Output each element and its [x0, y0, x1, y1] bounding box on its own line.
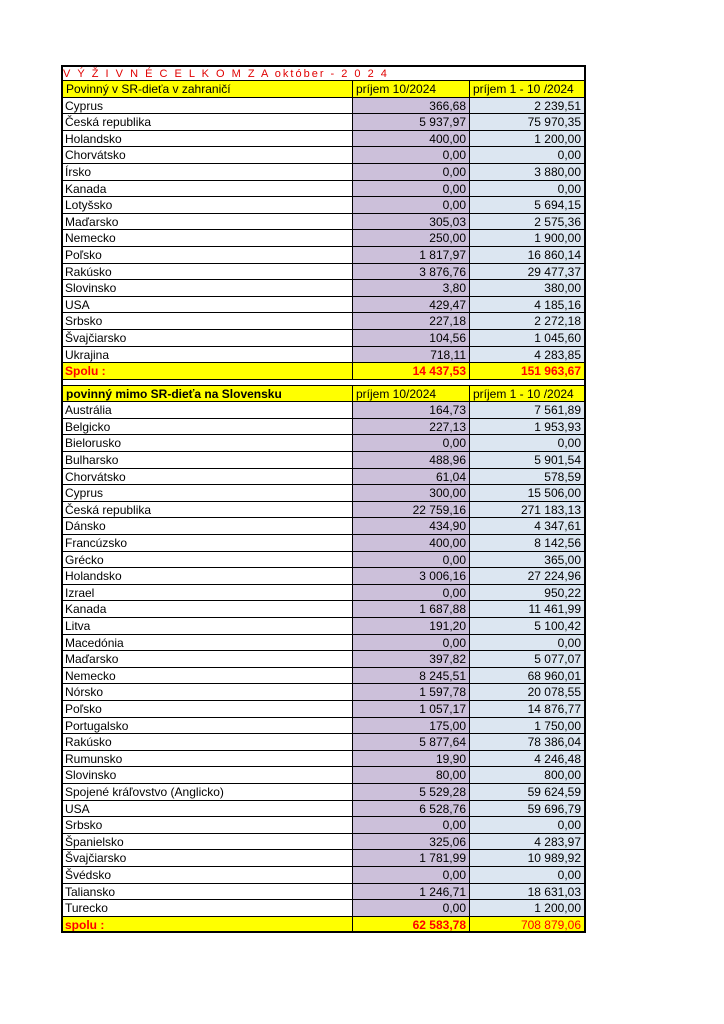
ytd-amount: 1 750,00 [470, 718, 584, 734]
month-amount: 3 006,16 [353, 568, 470, 584]
table-row [63, 469, 584, 486]
ytd-amount: 4 246,48 [470, 751, 584, 767]
table-row [63, 834, 584, 851]
month-amount: 0,00 [353, 900, 470, 916]
month-amount: 0,00 [353, 867, 470, 883]
country-name: Maďarsko [63, 651, 353, 667]
month-amount: 400,00 [353, 535, 470, 551]
month-amount: 300,00 [353, 485, 470, 501]
country-name: Srbsko [63, 817, 353, 833]
section2-header [63, 386, 584, 403]
section2-total-ytd: 708 879,06 [470, 917, 584, 932]
section2-total-month: 62 583,78 [353, 917, 470, 932]
month-amount: 250,00 [353, 230, 470, 246]
table-title: V Ý Ž I V N É C E L K O M Z A október - 2 0 2 4 [63, 65, 584, 81]
month-amount: 191,20 [353, 618, 470, 634]
section2-rows [63, 402, 584, 916]
table-row [63, 801, 584, 818]
ytd-amount: 4 283,97 [470, 834, 584, 850]
section2-header-label: povinný mimo SR-dieťa na Slovensku [63, 386, 353, 402]
table-row [63, 568, 584, 585]
month-amount: 305,03 [353, 214, 470, 230]
month-amount: 397,82 [353, 651, 470, 667]
section2-header-month: príjem 10/2024 [353, 386, 470, 402]
month-amount: 325,06 [353, 834, 470, 850]
country-name: Dánsko [63, 518, 353, 534]
month-amount: 1 057,17 [353, 701, 470, 717]
country-name: Španielsko [63, 834, 353, 850]
ytd-amount: 271 183,13 [470, 502, 584, 518]
month-amount: 5 529,28 [353, 784, 470, 800]
table-row [63, 767, 584, 784]
table-row [63, 197, 584, 214]
country-name: Lotyšsko [63, 197, 353, 213]
ytd-amount: 2 575,36 [470, 214, 584, 230]
country-name: Grécko [63, 552, 353, 568]
month-amount: 0,00 [353, 197, 470, 213]
country-name: Macedónia [63, 635, 353, 651]
month-amount: 104,56 [353, 330, 470, 346]
month-amount: 227,18 [353, 313, 470, 329]
table-row [63, 618, 584, 635]
section1-rows [63, 98, 584, 364]
table-row [63, 900, 584, 917]
table-row [63, 651, 584, 668]
month-amount: 3,80 [353, 280, 470, 296]
month-amount: 1 687,88 [353, 601, 470, 617]
country-name: Rumunsko [63, 751, 353, 767]
table-row [63, 264, 584, 281]
country-name: Kanada [63, 601, 353, 617]
table-row [63, 280, 584, 297]
table-row [63, 701, 584, 718]
country-name: Rakúsko [63, 734, 353, 750]
month-amount: 3 876,76 [353, 264, 470, 280]
ytd-amount: 2 272,18 [470, 313, 584, 329]
country-name: Nórsko [63, 684, 353, 700]
month-amount: 0,00 [353, 635, 470, 651]
ytd-amount: 0,00 [470, 181, 584, 197]
ytd-amount: 14 876,77 [470, 701, 584, 717]
country-name: Slovinsko [63, 767, 353, 783]
ytd-amount: 27 224,96 [470, 568, 584, 584]
country-name: Ukrajina [63, 347, 353, 363]
table-row [63, 552, 584, 569]
table-row [63, 131, 584, 148]
ytd-amount: 5 694,15 [470, 197, 584, 213]
table-row [63, 181, 584, 198]
month-amount: 400,00 [353, 131, 470, 147]
country-name: Maďarsko [63, 214, 353, 230]
country-name: Švédsko [63, 867, 353, 883]
section1-header-ytd: príjem 1 - 10 /2024 [470, 81, 584, 97]
country-name: Slovinsko [63, 280, 353, 296]
section1-total-label: Spolu : [63, 363, 353, 379]
month-amount: 429,47 [353, 297, 470, 313]
section2-total-label: spolu : [63, 917, 353, 932]
month-amount: 8 245,51 [353, 668, 470, 684]
table-row [63, 884, 584, 901]
ytd-amount: 0,00 [470, 147, 584, 163]
country-name: Austrália [63, 402, 353, 418]
ytd-amount: 29 477,37 [470, 264, 584, 280]
country-name: Rakúsko [63, 264, 353, 280]
country-name: Írsko [63, 164, 353, 180]
ytd-amount: 0,00 [470, 867, 584, 883]
table-row [63, 502, 584, 519]
ytd-amount: 380,00 [470, 280, 584, 296]
country-name: Poľsko [63, 247, 353, 263]
ytd-amount: 0,00 [470, 435, 584, 451]
month-amount: 718,11 [353, 347, 470, 363]
table-row [63, 635, 584, 652]
ytd-amount: 950,22 [470, 585, 584, 601]
table-row [63, 297, 584, 314]
country-name: Bielorusko [63, 435, 353, 451]
country-name: Portugalsko [63, 718, 353, 734]
table-row [63, 817, 584, 834]
section1-total-ytd: 151 963,67 [470, 363, 584, 379]
country-name: Bulharsko [63, 452, 353, 468]
country-name: Nemecko [63, 668, 353, 684]
section1-header-month: príjem 10/2024 [353, 81, 470, 97]
month-amount: 19,90 [353, 751, 470, 767]
month-amount: 0,00 [353, 435, 470, 451]
month-amount: 175,00 [353, 718, 470, 734]
month-amount: 366,68 [353, 98, 470, 114]
section1-header-label: Povinný v SR-dieťa v zahraničí [63, 81, 353, 97]
country-name: Chorvátsko [63, 147, 353, 163]
country-name: Holandsko [63, 568, 353, 584]
section2-total-row [63, 917, 584, 934]
month-amount: 0,00 [353, 164, 470, 180]
ytd-amount: 16 860,14 [470, 247, 584, 263]
table-row [63, 452, 584, 469]
table-row [63, 98, 584, 115]
country-name: Poľsko [63, 701, 353, 717]
month-amount: 1 246,71 [353, 884, 470, 900]
ytd-amount: 1 200,00 [470, 900, 584, 916]
table-row [63, 485, 584, 502]
ytd-amount: 2 239,51 [470, 98, 584, 114]
country-name: Holandsko [63, 131, 353, 147]
ytd-amount: 20 078,55 [470, 684, 584, 700]
country-name: Chorvátsko [63, 469, 353, 485]
ytd-amount: 15 506,00 [470, 485, 584, 501]
table-row [63, 585, 584, 602]
table-row [63, 751, 584, 768]
country-name: Cyprus [63, 98, 353, 114]
ytd-amount: 5 901,54 [470, 452, 584, 468]
ytd-amount: 5 100,42 [470, 618, 584, 634]
ytd-amount: 5 077,07 [470, 651, 584, 667]
section1-total-month: 14 437,53 [353, 363, 470, 379]
ytd-amount: 0,00 [470, 817, 584, 833]
ytd-amount: 800,00 [470, 767, 584, 783]
month-amount: 164,73 [353, 402, 470, 418]
month-amount: 6 528,76 [353, 801, 470, 817]
table-row [63, 734, 584, 751]
ytd-amount: 7 561,89 [470, 402, 584, 418]
ytd-amount: 78 386,04 [470, 734, 584, 750]
month-amount: 434,90 [353, 518, 470, 534]
ytd-amount: 1 953,93 [470, 419, 584, 435]
ytd-amount: 4 347,61 [470, 518, 584, 534]
country-name: Cyprus [63, 485, 353, 501]
table-row [63, 330, 584, 347]
ytd-amount: 1 900,00 [470, 230, 584, 246]
table-row [63, 214, 584, 231]
month-amount: 61,04 [353, 469, 470, 485]
country-name: Izrael [63, 585, 353, 601]
ytd-amount: 1 200,00 [470, 131, 584, 147]
country-name: Litva [63, 618, 353, 634]
month-amount: 1 781,99 [353, 850, 470, 866]
month-amount: 22 759,16 [353, 502, 470, 518]
month-amount: 1 597,78 [353, 684, 470, 700]
country-name: Srbsko [63, 313, 353, 329]
country-name: USA [63, 801, 353, 817]
ytd-amount: 4 185,16 [470, 297, 584, 313]
country-name: Česká republika [63, 114, 353, 130]
month-amount: 5 937,97 [353, 114, 470, 130]
ytd-amount: 11 461,99 [470, 601, 584, 617]
month-amount: 0,00 [353, 552, 470, 568]
month-amount: 488,96 [353, 452, 470, 468]
section1-total-row [63, 363, 584, 380]
ytd-amount: 3 880,00 [470, 164, 584, 180]
section2-header-ytd: príjem 1 - 10 /2024 [470, 386, 584, 402]
ytd-amount: 1 045,60 [470, 330, 584, 346]
table-row [63, 347, 584, 364]
month-amount: 1 817,97 [353, 247, 470, 263]
month-amount: 5 877,64 [353, 734, 470, 750]
country-name: Česká republika [63, 502, 353, 518]
table-row [63, 867, 584, 884]
country-name: Taliansko [63, 884, 353, 900]
month-amount: 0,00 [353, 147, 470, 163]
country-name: Kanada [63, 181, 353, 197]
table-row [63, 684, 584, 701]
country-name: Turecko [63, 900, 353, 916]
country-name: Belgicko [63, 419, 353, 435]
table-row [63, 164, 584, 181]
ytd-amount: 365,00 [470, 552, 584, 568]
ytd-amount: 18 631,03 [470, 884, 584, 900]
ytd-amount: 10 989,92 [470, 850, 584, 866]
section1-header [63, 81, 584, 98]
country-name: Švajčiarsko [63, 330, 353, 346]
month-amount: 80,00 [353, 767, 470, 783]
ytd-amount: 4 283,85 [470, 347, 584, 363]
table-row [63, 247, 584, 264]
ytd-amount: 59 624,59 [470, 784, 584, 800]
country-name: Spojené kráľovstvo (Anglicko) [63, 784, 353, 800]
table-row [63, 402, 584, 419]
ytd-amount: 578,59 [470, 469, 584, 485]
month-amount: 227,13 [353, 419, 470, 435]
alimony-table [61, 65, 586, 933]
table-row [63, 668, 584, 685]
table-row [63, 535, 584, 552]
country-name: Nemecko [63, 230, 353, 246]
ytd-amount: 75 970,35 [470, 114, 584, 130]
country-name: Francúzsko [63, 535, 353, 551]
ytd-amount: 59 696,79 [470, 801, 584, 817]
table-row [63, 518, 584, 535]
table-row [63, 313, 584, 330]
table-row [63, 114, 584, 131]
ytd-amount: 0,00 [470, 635, 584, 651]
country-name: USA [63, 297, 353, 313]
month-amount: 0,00 [353, 817, 470, 833]
table-row [63, 601, 584, 618]
ytd-amount: 68 960,01 [470, 668, 584, 684]
table-row [63, 435, 584, 452]
table-row [63, 230, 584, 247]
month-amount: 0,00 [353, 585, 470, 601]
country-name: Švajčiarsko [63, 850, 353, 866]
table-row [63, 850, 584, 867]
month-amount: 0,00 [353, 181, 470, 197]
table-row [63, 784, 584, 801]
table-row [63, 718, 584, 735]
table-row [63, 147, 584, 164]
ytd-amount: 8 142,56 [470, 535, 584, 551]
table-row [63, 419, 584, 436]
